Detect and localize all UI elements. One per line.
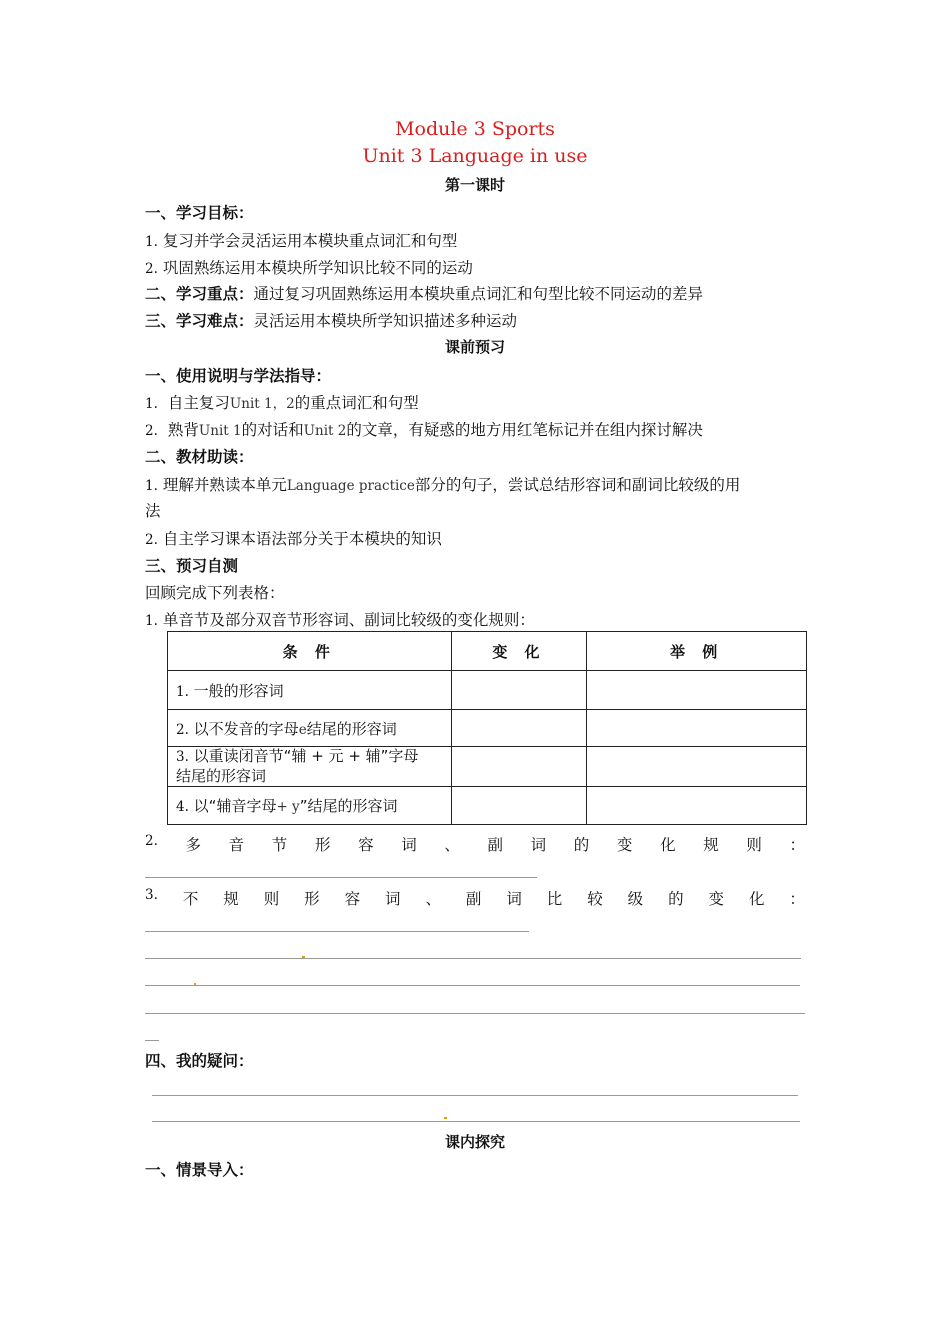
prompt-char: 容 (344, 890, 361, 908)
prompt-char: 化 (748, 890, 765, 908)
prompt-char: ： (789, 890, 805, 908)
guide-item-1: 1. 自主复习Unit 1，2的重点词汇和句型 (145, 394, 419, 412)
prompt-char: 3. (145, 887, 158, 903)
table-row (168, 710, 807, 747)
header-change: 变 化 (451, 632, 587, 671)
speck-mark (302, 956, 305, 958)
answer-line[interactable] (145, 1040, 159, 1041)
prompt-char: 级 (627, 890, 644, 908)
questions-heading: 四、我的疑问： (145, 1052, 254, 1070)
objective-item-2: 2. 巩固熟练运用本模块所学知识比较不同的运动 (145, 259, 473, 277)
prompt-char: 2. (145, 833, 158, 849)
condition-cell: 4. 以“辅音字母+ y”结尾的形容词 (168, 787, 452, 825)
answer-line[interactable] (145, 1013, 805, 1014)
prompt-char: 变 (616, 836, 633, 854)
prompt-char: 多 (185, 836, 202, 854)
header-condition: 条 件 (168, 632, 452, 671)
header-example: 举 例 (587, 632, 807, 671)
prompt-char: 化 (660, 836, 676, 854)
condition-cell: 1. 一般的形容词 (168, 671, 452, 710)
prompt-char: 、 (425, 890, 441, 908)
prompt-char: 副 (465, 890, 482, 908)
rule-2-prompt (145, 833, 805, 855)
book-item-2: 2. 自主学习课本语法部分关于本模块的知识 (145, 530, 442, 548)
table-row (168, 671, 807, 710)
condition-cell: 3. 以重读闭音节“辅 + 元 + 辅”字母 结尾的形容词 (168, 747, 452, 787)
prompt-char: 较 (587, 890, 603, 908)
prompt-char: 变 (708, 890, 725, 908)
answer-line[interactable] (145, 877, 537, 878)
module-title: Module 3 Sports (395, 118, 555, 140)
answer-line[interactable] (152, 1121, 800, 1122)
prompt-char: 形 (304, 890, 320, 908)
condition-cell: 2. 以不发音的字母e结尾的形容词 (168, 710, 452, 747)
key-points: 二、学习重点：通过复习巩固熟练运用本模块重点词汇和句型比较不同运动的差异 (145, 285, 704, 303)
example-cell[interactable] (587, 710, 807, 747)
answer-line[interactable] (145, 931, 529, 932)
book-heading: 二、教材助读： (145, 448, 254, 466)
change-cell[interactable] (451, 671, 587, 710)
self-test-heading: 三、预习自测 (145, 557, 239, 575)
prompt-char: 词 (401, 836, 417, 854)
change-cell[interactable] (451, 710, 587, 747)
prompt-char: 副 (487, 836, 504, 854)
comparison-rules-table (167, 631, 807, 825)
prompt-char: 则 (263, 890, 280, 908)
example-cell[interactable] (587, 787, 807, 825)
difficulties: 三、学习难点：灵活运用本模块所学知识描述多种运动 (145, 312, 518, 330)
prompt-char: 比 (546, 890, 563, 908)
prompt-char: 容 (358, 836, 374, 854)
objective-item-1: 1. 复习并学会灵活运用本模块重点词汇和句型 (145, 232, 458, 250)
prompt-char: 规 (223, 890, 239, 908)
in-class-title: 课内探究 (444, 1133, 505, 1151)
rule-3-prompt (145, 887, 805, 909)
speck-mark (444, 1117, 447, 1119)
prompt-char: 的 (668, 890, 684, 908)
prompt-char: 不 (182, 890, 199, 908)
answer-line[interactable] (152, 1095, 798, 1096)
speck-mark (194, 983, 196, 985)
example-cell[interactable] (587, 671, 807, 710)
review-prompt: 回顾完成下列表格： (145, 584, 285, 602)
prompt-char: 词 (506, 890, 522, 908)
objectives-heading: 一、学习目标： (145, 204, 254, 222)
table-row (168, 787, 807, 825)
prompt-char: 则 (746, 836, 762, 854)
intro-heading: 一、情景导入： (145, 1161, 254, 1179)
answer-line[interactable] (145, 958, 801, 959)
prompt-char: 词 (530, 836, 547, 854)
book-item-1-cont: 法 (145, 502, 161, 520)
answer-line[interactable] (145, 985, 800, 986)
unit-title: Unit 3 Language in use (362, 145, 588, 167)
book-item-1: 1. 理解并熟读本单元Language practice部分的句子，尝试总结形容词和副词比较级的用 (145, 476, 741, 494)
table-header-row (168, 632, 807, 671)
change-cell[interactable] (451, 787, 587, 825)
prompt-char: 的 (573, 836, 590, 854)
guide-heading: 一、使用说明与学法指导： (145, 367, 332, 385)
table-row (168, 747, 807, 787)
prompt-char: 词 (385, 890, 401, 908)
prompt-char: 形 (314, 836, 331, 854)
preview-title: 课前预习 (444, 338, 505, 356)
guide-item-2: 2. 熟背Unit 1的对话和Unit 2的文章，有疑惑的地方用红笔标记并在组内探讨解决 (145, 421, 703, 439)
lesson-label: 第一课时 (444, 176, 505, 194)
prompt-char: ： (789, 836, 805, 854)
table-intro: 1. 单音节及部分双音节形容词、副词比较级的变化规则： (145, 611, 535, 629)
prompt-char: 音 (228, 836, 245, 854)
prompt-char: 规 (703, 836, 719, 854)
example-cell[interactable] (587, 747, 807, 787)
change-cell[interactable] (451, 747, 587, 787)
prompt-char: 节 (271, 836, 288, 854)
prompt-char: 、 (444, 836, 460, 854)
